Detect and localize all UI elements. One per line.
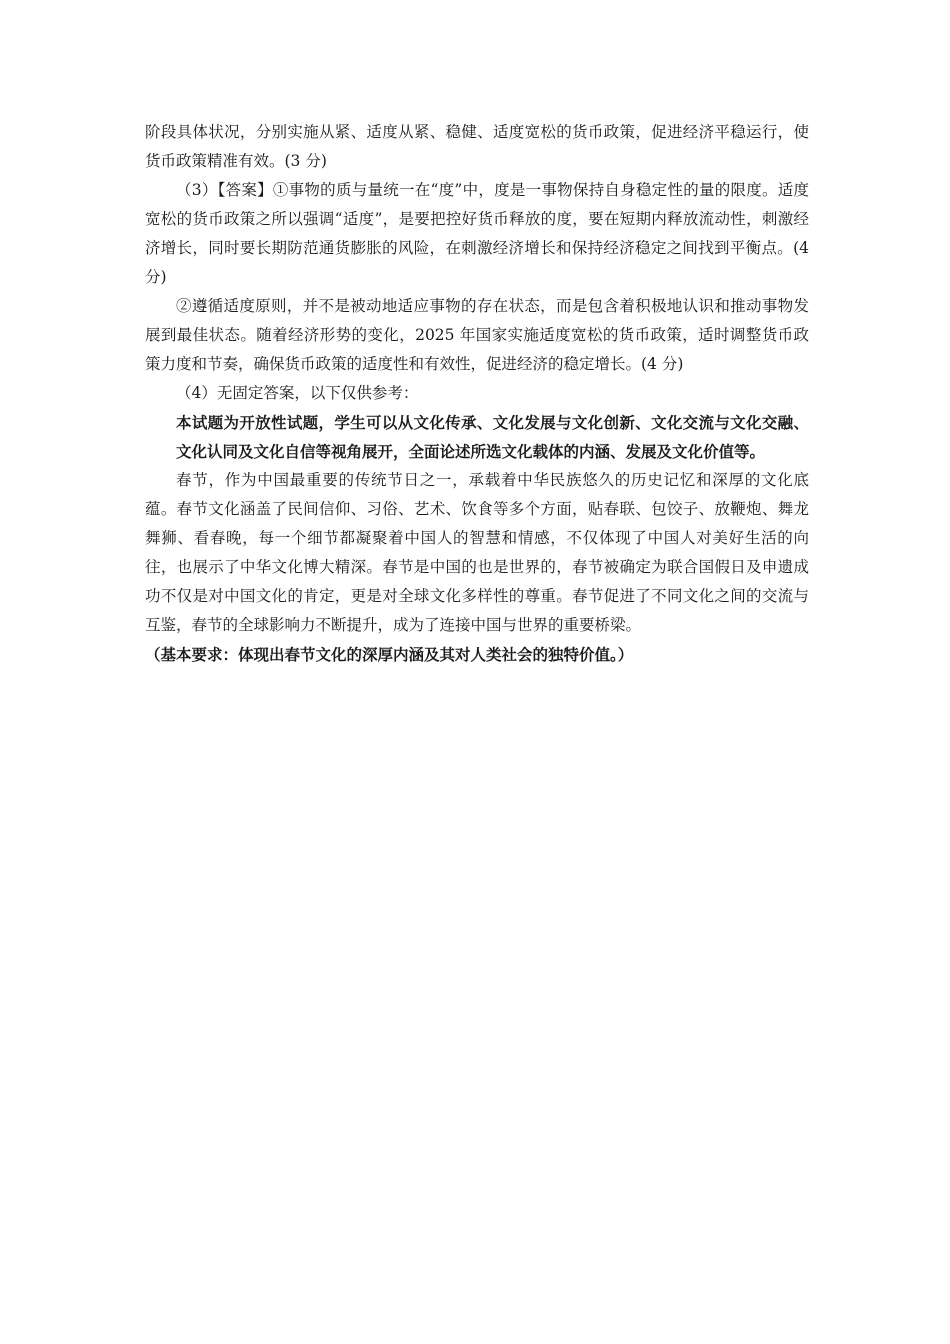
answer-paragraph-continued: 阶段具体状况，分别实施从紧、适度从紧、稳健、适度宽松的货币政策，促进经济平稳运行，使货币政策精准有效。(3 分) — [145, 123, 809, 170]
answer-paragraph-3: （3）【答案】①事物的质与量统一在“度”中，度是一事物保持自身稳定性的量的限度。适度宽松的货币政策之所以强调“适度”，是要把控好货币释放的度，要在短期内释放流动性，刺激经济增长，同时要长期防范通货膨胀的风险，在刺激经济增长和保持经济稳定之间找到平衡点。(4 分) — [145, 181, 809, 286]
answer-paragraph-3-point-2: ②遵循适度原则，并不是被动地适应事物的存在状态，而是包含着积极地认识和推动事物发展到最佳状态。随着经济形势的变化，2025 年国家实施适度宽松的货币政策，适时调整货币政策力度和节奏，确保货币政策的适度性和有效性，促进经济的稳定增长。(4 分) — [145, 297, 809, 373]
answer-paragraph-4-heading: （4）无固定答案，以下仅供参考： — [176, 384, 419, 402]
document-page — [145, 118, 809, 669]
spring-festival-paragraph: 春节，作为中国最重要的传统节日之一，承载着中华民族悠久的历史记忆和深厚的文化底蕴。春节文化涵盖了民间信仰、习俗、艺术、饮食等多个方面，贴春联、包饺子、放鞭炮、舞龙舞狮、看春晚，每一个细节都凝聚着中国人的智慧和情感，不仅体现了中国人对美好生活的向往，也展示了中华文化博大精深。春节是中国的也是世界的，春节被确定为联合国假日及申遗成功不仅是对中国文化的肯定，更是对全球文化多样性的尊重。春节促进了不同文化之间的交流与互鉴，春节的全球影响力不断提升，成为了连接中国与世界的重要桥梁。 — [145, 471, 809, 634]
basic-requirement-note: （基本要求：体现出春节文化的深厚内涵及其对人类社会的独特价值。） — [145, 645, 634, 664]
open-question-note: 本试题为开放性试题，学生可以从文化传承、文化发展与文化创新、文化交流与文化交融、文化认同及文化自信等视角展开，全面论述所选文化载体的内涵、发展及文化价值等。 — [176, 413, 809, 461]
